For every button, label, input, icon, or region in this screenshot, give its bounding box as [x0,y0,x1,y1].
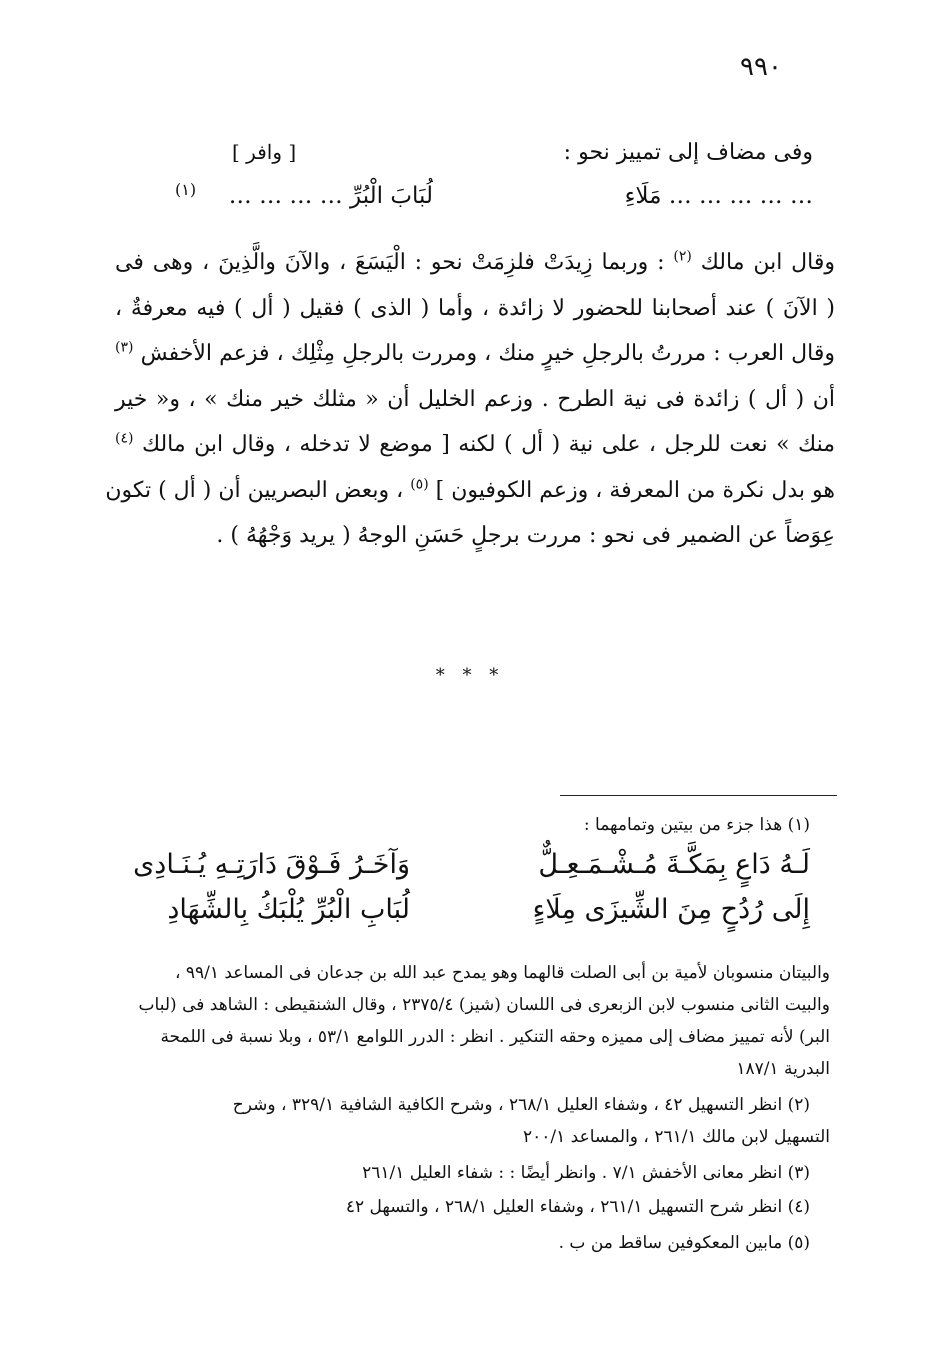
main-paragraph [105,240,836,559]
footnote-1-line: والبيت الثانى منسوب لابن الزبعرى فى اللسان (شيز) ٢٣٧٥/٤ ، وقال الشنقيطى : الشاهد فى (لباب [138,995,830,1015]
footnote-2-line: التسهيل لابن مالك ٢٦١/١ ، والمساعد ٢٠٠/١ [522,1127,830,1147]
body-line: وقال ابن مالك $^{(٢)}$ : وربما زِيدَتْ فلزِمَتْ نحو : الْيَسَعَ ، والآنَ والَّذِينَ ، وهى فى [115,248,835,275]
example-intro: وفى مضاف إلى تمييز نحو : [563,140,813,165]
footnote-ref: (٢) [673,248,692,265]
verse-second-hemistich: لُبَابَ الْبُرِّ … … … … [228,183,433,209]
poem-line-1-right: لَـهُ دَاعٍ بِمَكَّـةَ مُـشْـمَـعِـلٌّ [538,849,810,880]
footnote-1-line: والبيتان منسوبان لأمية بن أبى الصلت قالهما وهو يمدح عبد الله بن جدعان فى المساعد ٩٩/١ ، [174,963,830,983]
body-line: منك » نعت للرجل ، على نية ( أل ) لكنه [ موضع لا تدخله ، وقال ابن مالك $^{(٤)}$ [115,430,835,457]
meter-label: [ وافر ] [232,140,297,164]
body-line: عِوَضاً عن الضمير فى نحو : مررت برجلٍ حَسَنِ الوجهُ ( يريد وَجْهُهُ ) . [216,523,835,548]
footnote-1-line: البدرية ١٨٧/١ [736,1059,830,1079]
body-line: هو بدل نكرة من المعرفة ، وزعم الكوفيون ] $^{(٥)}$ ، وبعض البصريين أن ( أل ) تكون [105,476,835,503]
footnote-1-line: البر) لأنه تمييز مضاف إلى مميزه وحقه التنكير . انظر : الدرر اللوامع ٥٣/١ ، وبلا نسبة فى اللمحة [160,1027,830,1047]
section-separator: * * * [435,665,505,686]
body-line: وقال العرب : مررتُ بالرجلِ خيرٍ منك ، ومررت بالرجلِ مِثْلِك ، فزعم الأخفش $^{(٣)}$ [115,339,836,366]
footnote-ref: (٤) [115,430,134,447]
footnote-ref: (٥) [410,476,429,493]
poem-line-2-right: إِلَى رُدُحٍ مِنَ الشِّيزَى مِلَاءٍ [532,894,810,925]
footnote-ref: (٣) [115,339,134,356]
poem-line-2-left: لُبَابِ الْبُرِّ يُلْبَكُ بِالشِّهَادِ [167,894,410,925]
footnote-divider [560,795,837,796]
footnote-4: (٤) انظر شرح التسهيل ٢٦١/١ ، وشفاء العليل ٢٦٨/١ ، والتسهل ٤٢ [345,1197,810,1217]
body-line: ( الآنَ ) عند أصحابنا للحضور لا زائدة ، وأما ( الذى ) فقيل ( أل ) فيه معرفةٌ ، [115,295,835,321]
footnote-5: (٥) مابين المعكوفين ساقط من ب . [558,1233,810,1253]
verse-first-hemistich: … … … … … مَلَاءِ [624,183,813,209]
page-number: ٩٩٠ [740,52,782,82]
poem-line-1-left: وَآخَـرُ فَـوْقَ دَارَتِـهِ يُـنَـادِى [133,849,410,880]
footnote-1-intro: (١) هذا جزء من بيتين وتمامهما : [583,815,810,835]
footnote-3: (٣) انظر معانى الأخفش ٧/١ . وانظر أيضًا : : شفاء العليل ٢٦١/١ [362,1163,810,1183]
verse-footnote-marker: (١) [175,180,197,199]
body-line: أن ( أل ) زائدة فى نية الطرح . وزعم الخليل أن « مثلك خير منك » ، و« خير [115,386,835,412]
footnote-2-line: (٢) انظر التسهيل ٤٢ ، وشفاء العليل ٢٦٨/١ ، وشرح الكافية الشافية ٣٢٩/١ ، وشرح [232,1095,810,1115]
